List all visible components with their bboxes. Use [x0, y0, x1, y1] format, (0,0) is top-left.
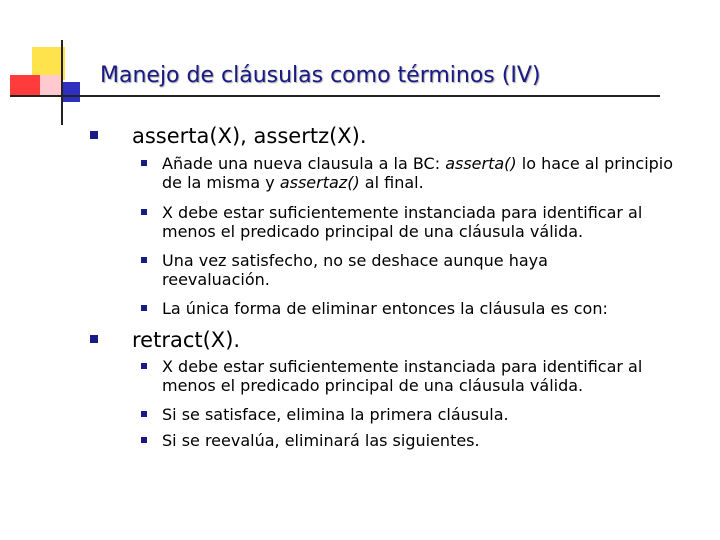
decor-blue-square [62, 82, 80, 102]
item-text: Añade una nueva clausula a la BC: [162, 154, 446, 173]
item-text: Si se satisface, elimina la primera cláusula. [162, 405, 509, 424]
square-bullet-icon [141, 257, 147, 263]
item-text: X debe estar suficientemente instanciada para identificar al menos el predicado principal de una cláusula válida. [162, 203, 643, 241]
square-bullet-icon [90, 131, 98, 139]
list-item [143, 251, 688, 289]
item-text: X debe estar suficientemente instanciada para identificar al menos el predicado principal de una cláusula válida. [162, 357, 643, 395]
square-bullet-icon [90, 335, 98, 343]
square-bullet-icon [141, 160, 147, 166]
item-text: lo hace al principio de la misma y [162, 154, 674, 192]
square-bullet-icon [141, 209, 147, 215]
square-bullet-icon [141, 437, 147, 443]
item-text: al final. [359, 173, 424, 192]
square-bullet-icon [141, 411, 147, 417]
item-text: Una vez satisfecho, no se deshace aunque haya reevaluación. [162, 251, 548, 289]
item-text: Si se reevalúa, eliminará las siguientes. [162, 431, 480, 450]
bullet-retract [98, 327, 698, 353]
list-item [143, 299, 688, 318]
slide-title: Manejo de cláusulas como términos (IV) [100, 63, 541, 88]
decor-red-square [10, 75, 40, 95]
list-item [143, 203, 688, 241]
square-bullet-icon [141, 363, 147, 369]
item-text: La única forma de eliminar entonces la cláusula es con: [162, 299, 608, 318]
list-item [143, 431, 688, 450]
square-bullet-icon [141, 305, 147, 311]
decor-vertical-line [61, 40, 63, 125]
decor-pink-square [40, 75, 62, 97]
heading-asserta: asserta(X), assertz(X). [132, 124, 367, 148]
list-item [143, 405, 688, 424]
list-item [143, 154, 688, 192]
heading-retract: retract(X). [132, 328, 241, 352]
item-emphasis: asserta() [445, 154, 517, 173]
list-item [143, 357, 688, 395]
decor-horizontal-line [10, 95, 660, 97]
bullet-asserta [98, 123, 698, 149]
item-emphasis: assertaz() [279, 173, 360, 192]
